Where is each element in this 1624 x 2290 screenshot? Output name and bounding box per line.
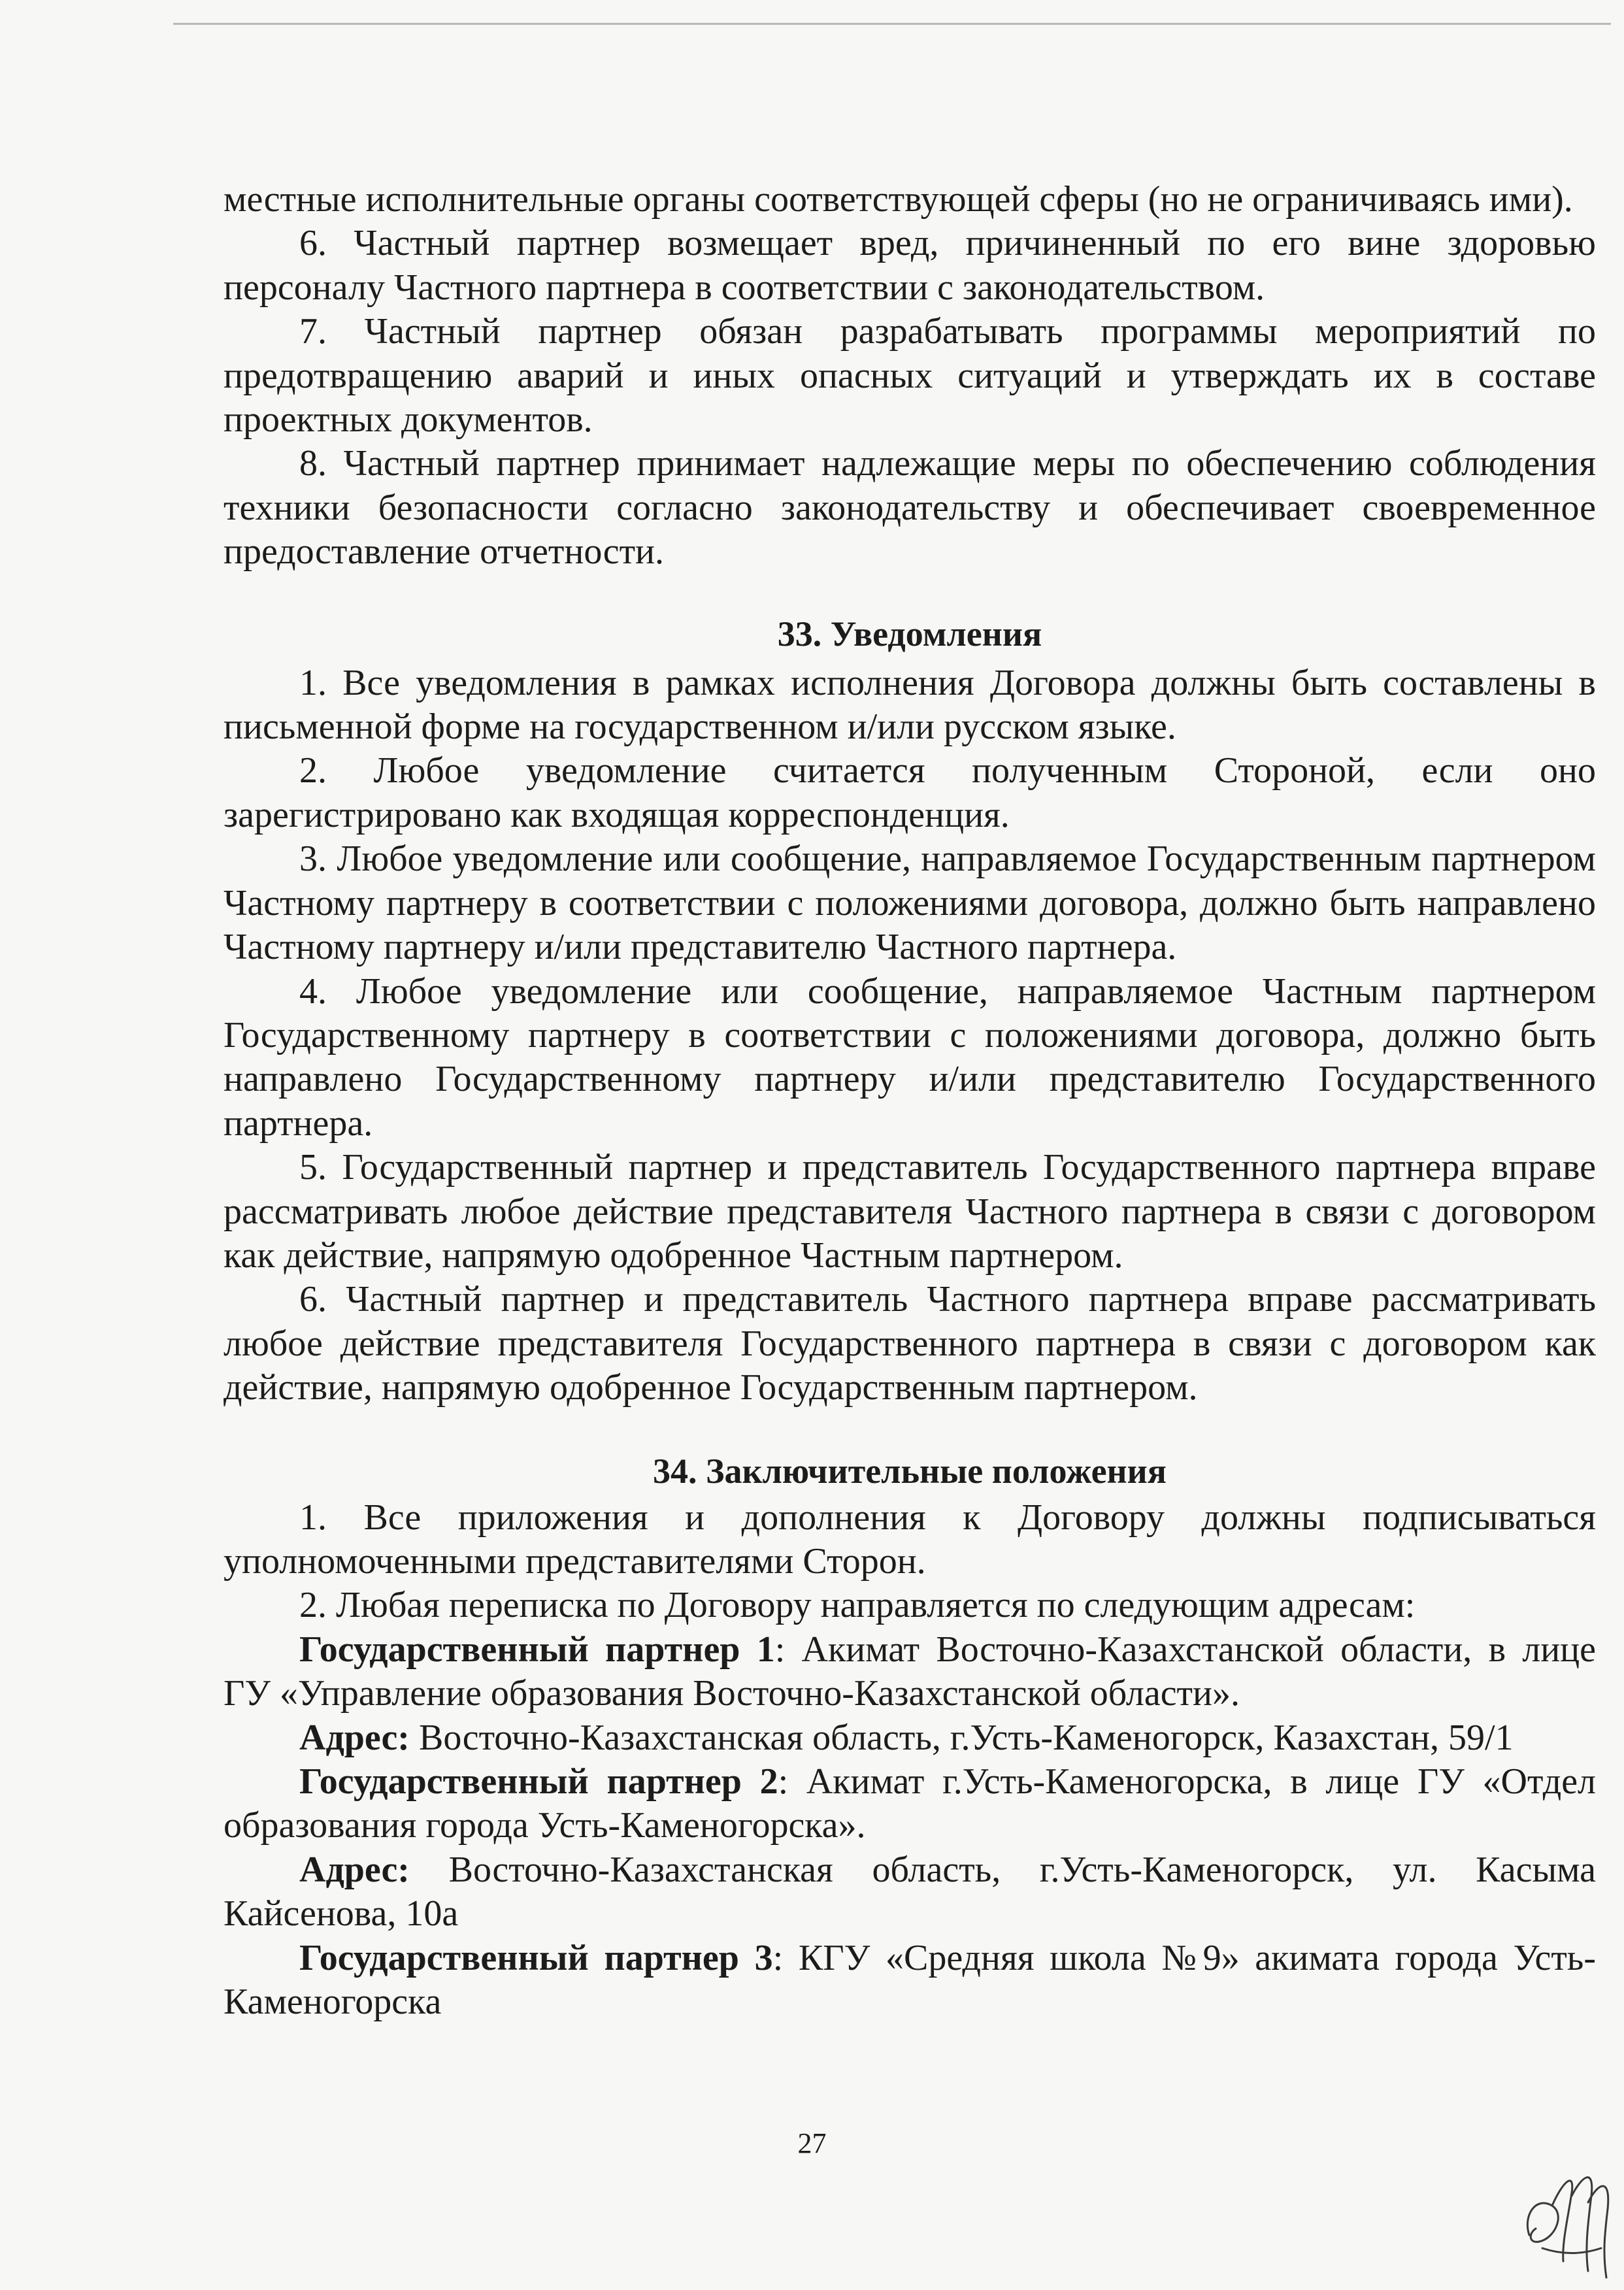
section-33-item-5: 5. Государственный партнер и представитель Государственного партнера вправе рассматривать любое действие представителя Частного партнера в связи с договором как действие, напрямую одобренное Частным партнером. bbox=[224, 1147, 1596, 1276]
section-33-item-6: 6. Частный партнер и представитель Частного партнера вправе рассматривать любое действие представителя Государственного партнера в связи с договором как действие, напрямую одобренное Государственным партнером. bbox=[224, 1279, 1596, 1408]
intro-paragraph-continued: местные исполнительные органы соответствующей сферы (но не ограничиваясь ими). bbox=[224, 179, 1573, 220]
section-33-item-4: 4. Любое уведомление или сообщение, направляемое Частным партнером Государственному партнеру в соответствии с положениями договора, должно быть направлено Государственному партнеру и/или представителю Государственного партнера. bbox=[224, 971, 1596, 1144]
document-page bbox=[224, 178, 1596, 2024]
section-33-item-1: 1. Все уведомления в рамках исполнения Договора должны быть составлены в письменной форме на государственном и/или русском языке. bbox=[224, 662, 1596, 748]
intro-item-7: 7. Частный партнер обязан разрабатывать программы мероприятий по предотвращению аварий и иных опасных ситуаций и утверждать их в составе проектных документов. bbox=[224, 311, 1596, 440]
state-partner-1-address bbox=[224, 1716, 1596, 1760]
handwritten-signature-icon bbox=[1516, 2157, 1614, 2281]
state-partner-2 bbox=[224, 1760, 1596, 1848]
page-number: 27 bbox=[797, 2127, 827, 2159]
intro-item-6: 6. Частный партнер возмещает вред, причиненный по его вине здоровью персоналу Частного партнера в соответствии с законодательством. bbox=[224, 223, 1596, 308]
state-partner-3 bbox=[224, 1936, 1596, 2025]
section-33-item-3: 3. Любое уведомление или сообщение, направляемое Государственным партнером Частному партнеру в соответствии с положениями договора, должно быть направлено Частному партнеру и/или представителю Частного партнера. bbox=[224, 838, 1596, 968]
state-partner-3-text: : КГУ «Средняя школа №9» акимата города Усть-Каменогорска bbox=[224, 1937, 1596, 2023]
section-33-item-2: 2. Любое уведомление считается полученным Стороной, если оно зарегистрировано как входящая корреспонденция. bbox=[224, 750, 1596, 835]
section-34-item-2: 2. Любая переписка по Договору направляется по следующим адресам: bbox=[299, 1585, 1416, 1626]
state-partner-2-text: : Акимат г.Усть-Каменогорска, в лице ГУ «Отдел образования города Усть-Каменогорска». bbox=[224, 1761, 1596, 1846]
state-partner-1-label: Государственный партнер 1 bbox=[299, 1629, 775, 1670]
state-partner-2-label: Государственный партнер 2 bbox=[299, 1761, 778, 1802]
state-partner-3-label: Государственный партнер 3 bbox=[299, 1937, 773, 1978]
section-34-title: 34. Заключительные положения bbox=[653, 1451, 1167, 1491]
state-partner-1-text: : Акимат Восточно-Казахстанской области, в лице ГУ «Управление образования Восточно-Казахстанской области». bbox=[224, 1629, 1596, 1714]
intro-item-8: 8. Частный партнер принимает надлежащие меры по обеспечению соблюдения техники безопасности согласно законодательству и обеспечивает своевременное предоставление отчетности. bbox=[224, 443, 1596, 572]
scan-top-rule bbox=[173, 23, 1611, 25]
address-2-text: Восточно-Казахстанская область, г.Усть-Каменогорск, ул. Касыма Кайсенова, 10а bbox=[224, 1849, 1596, 1934]
section-33-title: 33. Уведомления bbox=[777, 614, 1042, 654]
state-partner-2-address bbox=[224, 1848, 1596, 1936]
address-2-label: Адрес: bbox=[299, 1849, 410, 1890]
state-partner-1 bbox=[224, 1628, 1596, 1716]
address-1-label: Адрес: bbox=[299, 1717, 410, 1758]
section-34-item-1: 1. Все приложения и дополнения к Договору должны подписываться уполномоченными представителями Сторон. bbox=[224, 1497, 1596, 1582]
address-1-text: Восточно-Казахстанская область, г.Усть-Каменогорск, Казахстан, 59/1 bbox=[409, 1717, 1514, 1758]
